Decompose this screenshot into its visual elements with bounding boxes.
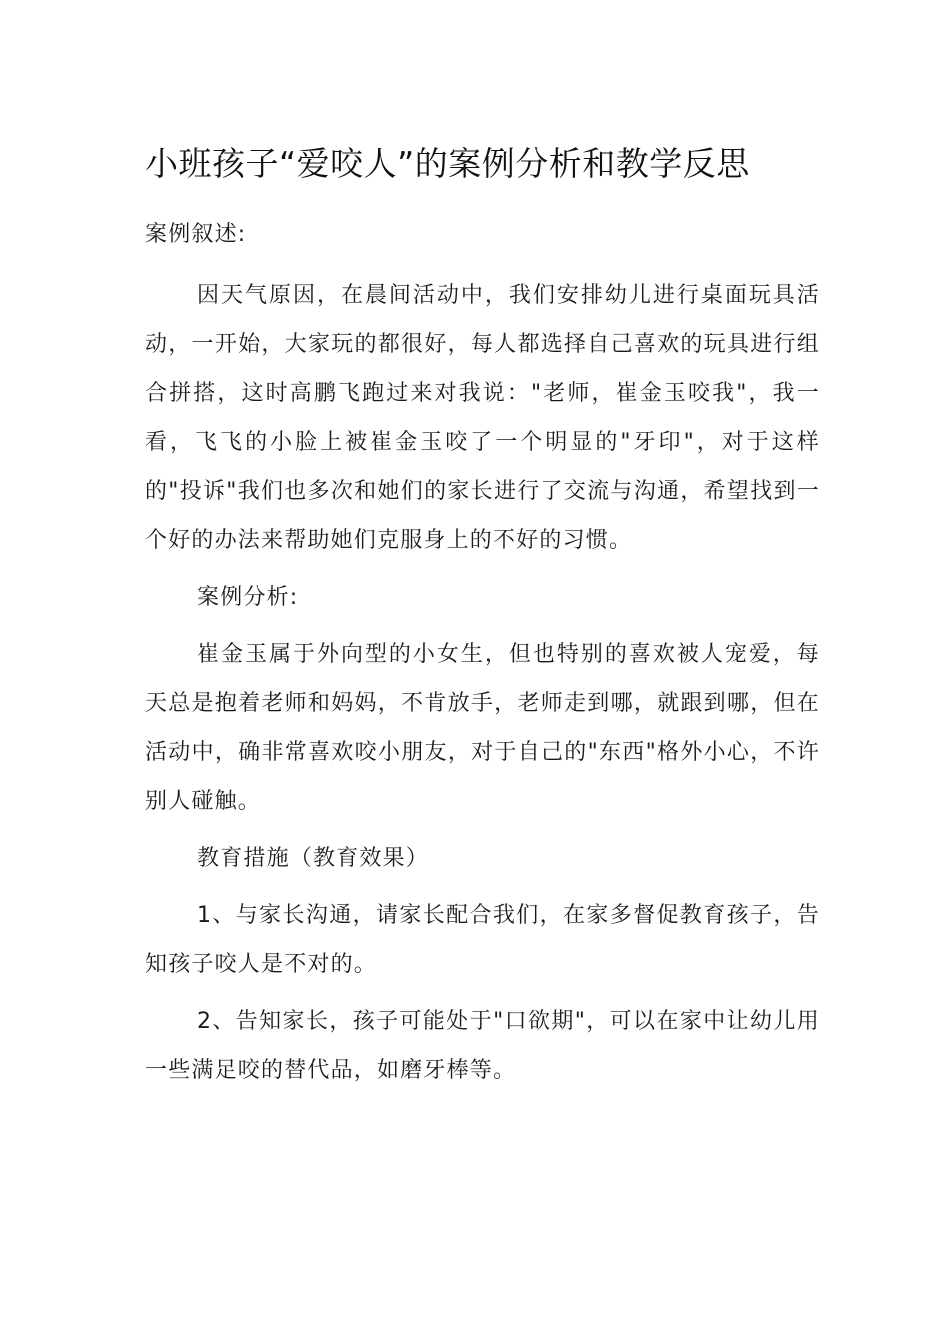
paragraph-case-analysis: 崔金玉属于外向型的小女生，但也特别的喜欢被人宠爱，每天总是抱着老师和妈妈，不肯放手，老师走到哪，就跟到哪，但在活动中，确非常喜欢咬小朋友，对于自己的"东西"格外小心，不许别人碰触。: [145, 642, 820, 814]
section-heading-case-analysis: 案例分析:: [197, 585, 299, 610]
section-heading-case-narrative: 案例叙述:: [145, 222, 247, 247]
paragraph-case-narrative: 因天气原因，在晨间活动中，我们安排幼儿进行桌面玩具活动，一开始，大家玩的都很好，每人都选择自己喜欢的玩具进行组合拼搭，这时高鹏飞跑过来对我说："老师，崔金玉咬我"，我一看，飞飞的小脸上被崔金玉咬了一个明显的"牙印"，对于这样的"投诉"我们也多次和她们的家长进行了交流与沟通，希望找到一个好的办法来帮助她们克服身上的不好的习惯。: [145, 283, 820, 553]
paragraph-measure-2: 2、告知家长，孩子可能处于"口欲期"，可以在家中让幼儿用一些满足咬的替代品，如磨牙棒等。: [145, 1009, 820, 1083]
document-body: [145, 140, 820, 1095]
paragraph-measure-1: 1、与家长沟通，请家长配合我们，在家多督促教育孩子，告知孩子咬人是不对的。: [145, 903, 820, 977]
document-title: 小班孩子“爱咬人”的案例分析和教学反思: [145, 144, 750, 183]
section-heading-education-measures: 教育措施（教育效果）: [197, 846, 430, 871]
